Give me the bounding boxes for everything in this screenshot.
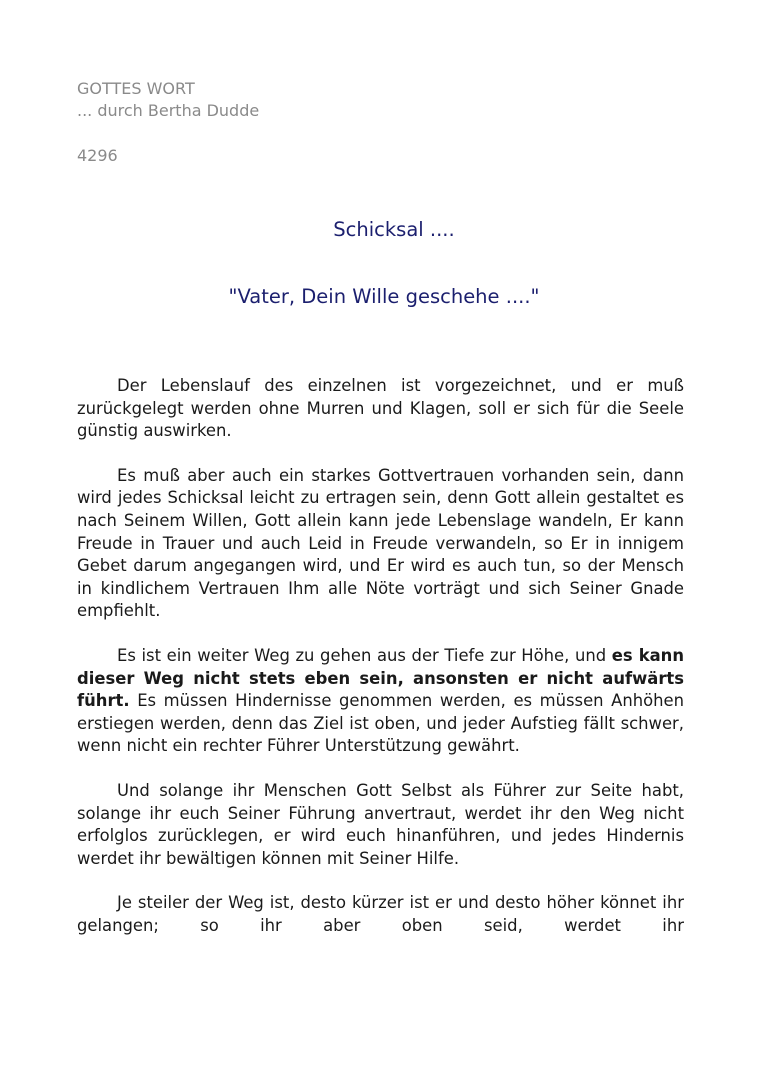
document-number: 4296 — [77, 146, 118, 165]
paragraph: Es muß aber auch ein starkes Gottvertrauen vorhanden sein, dann wird jedes Schicksal leicht zu ertragen sein, denn Gott allein gestaltet es nach Seinem Willen, Gott allein kann jede Lebenslage wandeln, Er kann Freude in Trauer und auch Leid in Freude verwandeln, so Er in innigem Gebet darum angegangen wird, und Er wird es auch tun, so der Mensch in kindlichem Vertrauen Ihm alle Nöte vorträgt und sich Seiner Gnade empfiehlt. — [77, 465, 684, 621]
header-title: GOTTES WORT — [77, 79, 195, 98]
page-subtitle: "Vater, Dein Wille geschehe ...." — [228, 285, 540, 308]
paragraph-text: Es ist ein weiter Weg zu gehen aus der Tiefe zur Höhe, und — [117, 645, 612, 665]
paragraph-text: Es müssen Hindernisse genommen werden, es müssen Anhöhen erstiegen werden, denn das Ziel ist oben, und jeder Aufstieg fällt schwer, wenn nicht ein rechter Führer Unterstützung gewährt. — [77, 691, 684, 756]
document-body — [77, 375, 684, 959]
paragraph — [77, 645, 684, 758]
page-title: Schicksal .... — [333, 218, 455, 241]
paragraph: Der Lebenslauf des einzelnen ist vorgezeichnet, und er muß zurückgelegt werden ohne Murren und Klagen, soll er sich für die Seele günstig auswirken. — [77, 376, 684, 441]
header-author: ... durch Bertha Dudde — [77, 101, 260, 120]
paragraph: Je steiler der Weg ist, desto kürzer ist er und desto höher könnet ihr gelangen; so ihr aber oben seid, werdet ihr — [77, 893, 684, 935]
paragraph: Und solange ihr Menschen Gott Selbst als Führer zur Seite habt, solange ihr euch Seiner Führung anvertraut, werdet ihr den Weg nicht erfolglos zurücklegen, er wird euch hinanführen, und jedes Hindernis werdet ihr bewältigen können mit Seiner Hilfe. — [77, 780, 684, 868]
emphasized-text: es kann dieser Weg nicht stets eben sein, ansonsten er nicht aufwärts führt. — [77, 645, 684, 711]
